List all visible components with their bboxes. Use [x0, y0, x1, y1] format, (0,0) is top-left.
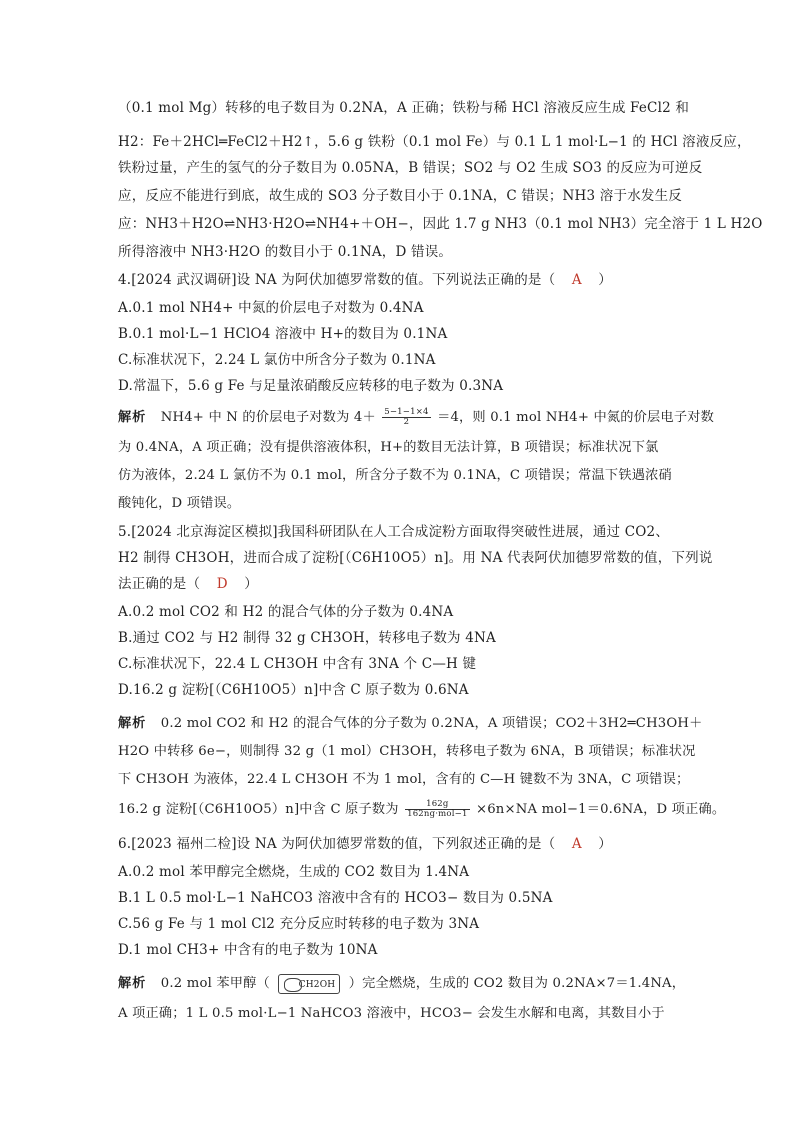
text-line-4: 应，反应不能进行到底，故生成的 SO3 分子数目小于 0.1NA，C 错误；NH3 溶于水发生反 — [118, 188, 682, 204]
q4-fraction — [382, 408, 430, 427]
q5-solution-line-1 — [118, 712, 702, 731]
q5-stem-3 — [118, 572, 258, 592]
q4-solution-line-4: 酸钝化，D 项错误。 — [118, 496, 241, 511]
q5-solution-line-3: 下 CH3OH 为液体，22.4 L CH3OH 不为 1 mol，含有的 C—H 键数不为 3NA，C 项错误； — [118, 772, 690, 787]
text-line-1: （0.1 mol Mg）转移的电子数目为 0.2NA，A 正确；铁粉与稀 HCl 溶液反应生成 FeCl2 和 — [118, 100, 690, 116]
q4-solution-1a: NH4+ 中 N 的价层电子对数为 4＋ — [160, 410, 376, 425]
q5-solution-1: 0.2 mol CO2 和 H2 的混合气体的分子数为 0.2NA，A 项错误；CO2＋3H2═CH3OH＋ — [160, 716, 703, 731]
q5-stem-text: 法正确的是（ — [118, 576, 201, 592]
q5-fraction-num: 162g — [405, 800, 469, 810]
q4-stem-text: 4.[2024 武汉调研]设 NA 为阿伏加德罗常数的值。下列说法正确的是（ — [118, 272, 556, 288]
q6-option-d: D.1 mol CH3+ 中含有的电子数为 10NA — [118, 942, 378, 958]
benzyl-alcohol-structure-icon: CH2OH — [278, 974, 340, 994]
text-line-2: H2：Fe＋2HCl═FeCl2＋H2↑，5.6 g 铁粉（0.1 mol Fe）与 0.1 L 1 mol·L−1 的 HCl 溶液反应， — [118, 134, 751, 150]
q5-stem-close: ） — [244, 576, 258, 592]
q6-solution-line-1 — [118, 972, 685, 994]
q5-solution-line-2: H2O 中转移 6e−，则制得 32 g（1 mol）CH3OH，转移电子数为 6NA，B 项错误；标准状况 — [118, 744, 696, 759]
q4-solution-tag: 解析 — [118, 410, 147, 425]
q4-solution-line-1 — [118, 406, 714, 427]
q5-fraction-den: 162ng·mol−1 — [407, 809, 468, 819]
q6-option-c: C.56 g Fe 与 1 mol Cl2 充分反应时转移的电子数为 3NA — [118, 916, 480, 932]
q6-stem-text: 6.[2023 福州二检]设 NA 为阿伏加德罗常数的值，下列叙述正确的是（ — [118, 836, 556, 852]
q5-answer: D — [216, 576, 228, 592]
q5-solution-4a: 16.2 g 淀粉[（C6H10O5）n]中含 C 原子数为 — [118, 802, 399, 817]
q5-option-a: A.0.2 mol CO2 和 H2 的混合气体的分子数为 0.4NA — [118, 604, 454, 620]
q4-fraction-num: 5−1−1×4 — [384, 407, 429, 417]
q5-fraction — [405, 800, 469, 819]
q5-solution-tag: 解析 — [118, 716, 147, 731]
q6-option-b: B.1 L 0.5 mol·L−1 NaHCO3 溶液中含有的 HCO3− 数目为 0.5NA — [118, 890, 553, 906]
q4-stem — [118, 268, 612, 288]
q6-stem-close: ） — [598, 836, 612, 852]
q5-option-c: C.标准状况下，22.4 L CH3OH 中含有 3NA 个 C—H 键 — [118, 656, 477, 672]
q5-option-d: D.16.2 g 淀粉[（C6H10O5）n]中含 C 原子数为 0.6NA — [118, 682, 469, 698]
q4-stem-close: ） — [598, 272, 612, 288]
q6-solution-tag: 解析 — [118, 976, 147, 991]
q5-solution-4b: ×6n×NA mol−1＝0.6NA，D 项正确。 — [475, 802, 726, 817]
text-line-5: 应：NH3＋H2O⇌NH3·H2O⇌NH4+＋OH−，因此 1.7 g NH3（0.1 mol NH3）完全溶于 1 L H2O — [118, 216, 763, 232]
q5-stem-2: H2 制得 CH3OH，进而合成了淀粉[（C6H10O5）n]。用 NA 代表阿伏加德罗常数的值，下列说 — [118, 550, 713, 566]
q4-answer: A — [571, 272, 582, 288]
q5-option-b: B.通过 CO2 与 H2 制得 32 g CH3OH，转移电子数为 4NA — [118, 630, 496, 646]
q4-option-d: D.常温下，5.6 g Fe 与足量浓硝酸反应转移的电子数为 0.3NA — [118, 378, 504, 394]
q6-stem — [118, 832, 612, 852]
q4-solution-line-3: 仿为液体，2.24 L 氯仿不为 0.1 mol，所含分子数不为 0.1NA，C 项错误；常温下铁遇浓硝 — [118, 468, 672, 483]
q4-option-b: B.0.1 mol·L−1 HClO4 溶液中 H+的数目为 0.1NA — [118, 326, 448, 342]
q6-solution-1a: 0.2 mol 苯甲醇（ — [160, 976, 270, 991]
text-line-3: 铁粉过量，产生的氢气的分子数目为 0.05NA，B 错误；SO2 与 O2 生成 SO3 的反应为可逆反 — [118, 160, 703, 176]
q4-option-c: C.标准状况下，2.24 L 氯仿中所含分子数为 0.1NA — [118, 352, 436, 368]
q4-solution-1b: ＝4，则 0.1 mol NH4+ 中氮的价层电子对数 — [437, 410, 714, 425]
q5-solution-line-4 — [118, 798, 725, 819]
q6-solution-line-2: A 项正确；1 L 0.5 mol·L−1 NaHCO3 溶液中，HCO3− 会发生水解和电离，其数目小于 — [118, 1006, 665, 1021]
q4-option-a: A.0.1 mol NH4+ 中氮的价层电子对数为 0.4NA — [118, 300, 424, 316]
q5-stem-1: 5.[2024 北京海淀区模拟]我国科研团队在人工合成淀粉方面取得突破性进展，通过 CO2、 — [118, 524, 670, 540]
q4-fraction-den: 2 — [403, 417, 410, 427]
q6-option-a: A.0.2 mol 苯甲醇完全燃烧，生成的 CO2 数目为 1.4NA — [118, 864, 470, 880]
q6-answer: A — [571, 836, 582, 852]
q4-solution-line-2: 为 0.4NA，A 项正确；没有提供溶液体积，H+的数目无法计算，B 项错误；标准状况下氯 — [118, 440, 659, 455]
text-line-6: 所得溶液中 NH3·H2O 的数目小于 0.1NA，D 错误。 — [118, 244, 453, 260]
q6-solution-1b: ）完全燃烧，生成的 CO2 数目为 0.2NA×7＝1.4NA， — [348, 976, 686, 991]
